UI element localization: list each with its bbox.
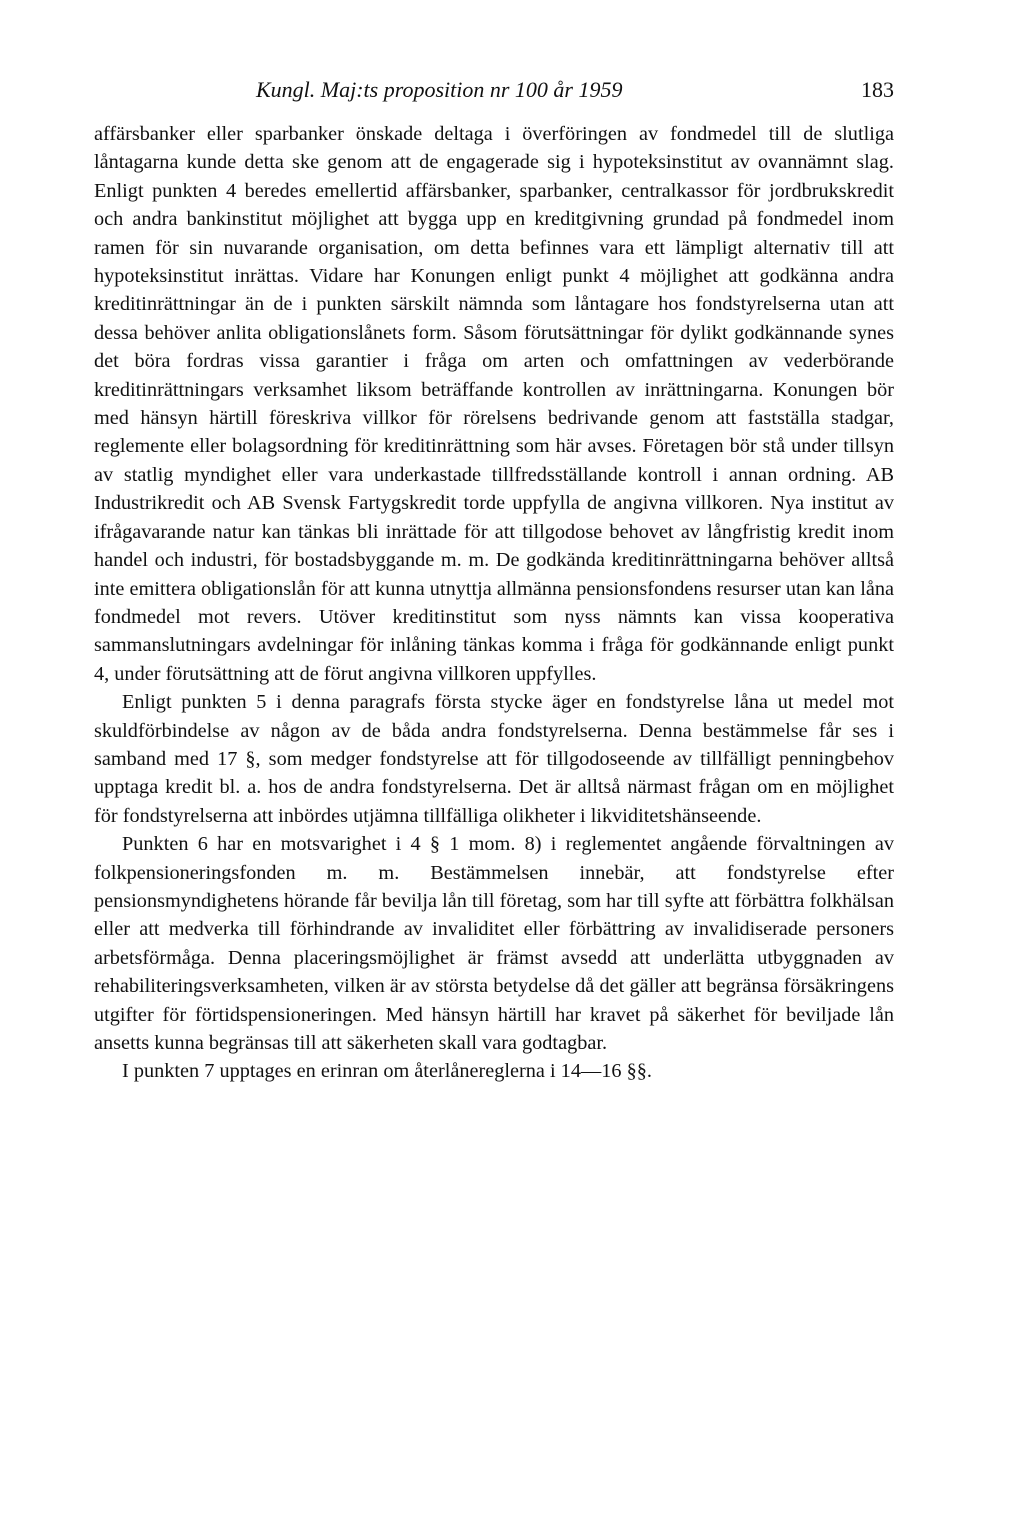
page-number: 183 (861, 77, 894, 102)
paragraph-punkt-7: I punkten 7 upptages en erinran om återlånereglerna i 14—16 §§. (122, 1060, 652, 1083)
running-header (94, 72, 894, 108)
paragraph-punkt-5: Enligt punkten 5 i denna paragrafs första stycke äger en fondstyrelse låna ut medel mot skuldförbindelse av någon av de båda andra fondstyrelserna. Denna bestämmelse får ses i samband med 17 §, som medger fondstyrelse att för tillgodoseende av tillfälligt penningbehov upptaga kredit bl. a. hos de andra fondstyrelserna. Det är alltså närmast frågan om en möjlighet för fondstyrelserna att inbördes utjämna tillfälliga olikheter i likviditetshänseende. (94, 691, 894, 827)
body-text (94, 120, 894, 1086)
paragraph-continuation: affärsbanker eller sparbanker önskade deltaga i överföringen av fondmedel till de slutliga låntagarna kunde detta ske genom att de engagerade sig i hypoteksinstitut av ovannämnt slag. Enligt punkten 4 beredes emellertid affärsbanker, sparbanker, centralkassor för jordbrukskredit och andra bankinstitut möjlighet att bygga upp en kreditgivning grundad på fondmedel inom ramen för sin nuvarande organisation, om detta befinnes vara ett lämpligt alternativ till att hypoteksinstitut inrättas. Vidare har Konungen enligt punkt 4 möjlighet att godkänna andra kreditinrättningar än de i punkten särskilt nämnda som låntagare hos fondstyrelserna utan att dessa behöver anlita obligationslånets form. Såsom förutsättningar för dylikt godkännande synes det böra fordras vissa garantier i fråga om arten och omfattningen av vederbörande kreditinrättningars verksamhet liksom beträffande kontrollen av inrättningarna. Konungen bör med hänsyn härtill föreskriva villkor för rörelsens bedrivande genom att fastställa stadgar, reglemente eller bolagsordning för kreditinrättning som här avses. Företagen bör stå under tillsyn av statlig myndighet eller vara underkastade tillfredsställande kontroll i annan ordning. AB Industrikredit och AB Svensk Fartygskredit torde uppfylla de angivna villkoren. Nya institut av ifrågavarande natur kan tänkas bli inrättade för att tillgodose behovet av långfristig kredit inom handel och industri, för bostadsbyggande m. m. De godkända kreditinrättningarna behöver alltså inte emittera obligationslån för att kunna utnyttja allmänna pensionsfondens resurser utan kan låna fondmedel mot revers. Utöver kreditinstitut som nyss nämnts kan vissa kooperativa sammanslutningars avdelningar för inlåning tänkas komma i fråga för godkännande enligt punkt 4, under förutsättning att de förut angivna villkoren uppfylles. (94, 123, 894, 685)
publication-title: Kungl. Maj:ts proposition nr 100 år 1959 (256, 77, 623, 102)
document-page (94, 72, 894, 1086)
paragraph-punkt-6: Punkten 6 har en motsvarighet i 4 § 1 mom. 8) i reglementet angående förvaltningen av folkpensioneringsfonden m. m. Bestämmelsen innebär, att fondstyrelse efter pensionsmyndighetens hörande får bevilja lån till företag, som har till syfte att förbättra folkhälsan eller att medverka till förhindrande av invaliditet eller förbättring av invalidiserade personers arbetsförmåga. Denna placeringsmöjlighet är främst avsedd att underlätta utbyggnaden av rehabiliteringsverksamheten, vilken är av största betydelse då det gäller att begränsa försäkringens utgifter för förtidspensioneringen. Med hänsyn härtill har kravet på säkerhet för beviljade lån ansetts kunna begränsas till att säkerheten skall vara godtagbar. (94, 833, 894, 1054)
